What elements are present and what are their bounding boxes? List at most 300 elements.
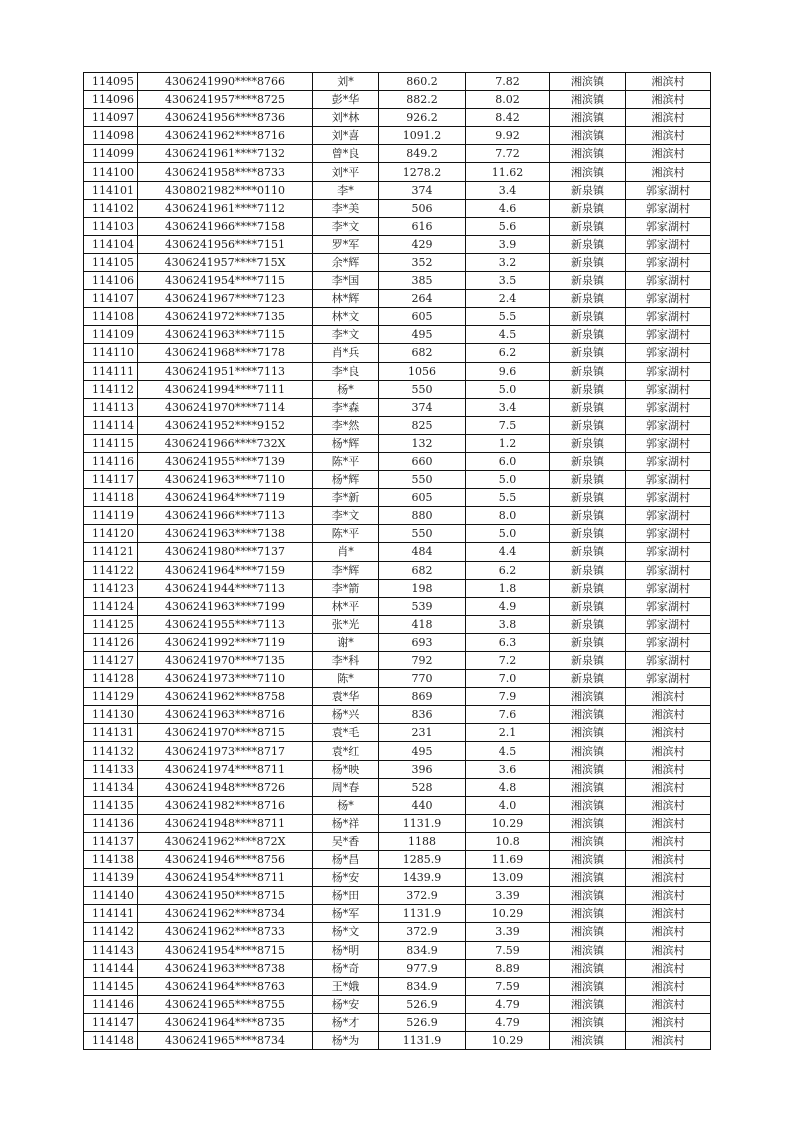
cell-village: 郭家湖村 [626,452,711,470]
cell-value: 8.0 [466,507,550,525]
cell-id-number: 4306241972****7135 [138,308,313,326]
cell-name: 刘*平 [313,163,379,181]
cell-value: 5.0 [466,471,550,489]
cell-town: 新泉镇 [550,452,626,470]
cell-village: 湘滨村 [626,959,711,977]
cell-value: 4.6 [466,199,550,217]
cell-name: 刘*林 [313,109,379,127]
cell-amount: 550 [379,525,466,543]
cell-name: 杨*祥 [313,814,379,832]
cell-village: 郭家湖村 [626,398,711,416]
cell-name: 李*然 [313,416,379,434]
cell-amount: 1056 [379,362,466,380]
cell-id-number: 4306241963****7110 [138,471,313,489]
table-row [84,579,711,597]
cell-value: 10.29 [466,905,550,923]
cell-amount: 1285.9 [379,851,466,869]
cell-id-number: 4306241955****7113 [138,615,313,633]
cell-value: 3.4 [466,181,550,199]
table-row [84,615,711,633]
table-row [84,217,711,235]
table-row [84,869,711,887]
cell-village: 湘滨村 [626,778,711,796]
table-row [84,1031,711,1049]
cell-id-number: 4306241970****7114 [138,398,313,416]
cell-row-id: 114128 [84,670,138,688]
cell-row-id: 114129 [84,688,138,706]
table-row [84,995,711,1013]
cell-amount: 616 [379,217,466,235]
cell-value: 5.5 [466,489,550,507]
cell-value: 3.2 [466,253,550,271]
cell-row-id: 114142 [84,923,138,941]
cell-name: 杨*奇 [313,959,379,977]
cell-name: 林*文 [313,308,379,326]
cell-row-id: 114117 [84,471,138,489]
cell-value: 5.0 [466,380,550,398]
cell-value: 7.2 [466,652,550,670]
cell-id-number: 4306241970****7135 [138,652,313,670]
cell-row-id: 114121 [84,543,138,561]
cell-town: 新泉镇 [550,615,626,633]
cell-town: 新泉镇 [550,272,626,290]
cell-amount: 860.2 [379,73,466,91]
cell-amount: 495 [379,326,466,344]
cell-town: 湘滨镇 [550,959,626,977]
cell-town: 湘滨镇 [550,814,626,832]
cell-id-number: 4306241970****8715 [138,724,313,742]
table-row [84,253,711,271]
cell-village: 湘滨村 [626,905,711,923]
data-table [83,72,711,1050]
cell-row-id: 114134 [84,778,138,796]
table-row [84,91,711,109]
cell-row-id: 114127 [84,652,138,670]
cell-village: 郭家湖村 [626,199,711,217]
cell-village: 郭家湖村 [626,489,711,507]
cell-amount: 495 [379,742,466,760]
cell-id-number: 4306241962****8716 [138,127,313,145]
cell-value: 4.79 [466,995,550,1013]
table-row [84,145,711,163]
cell-id-number: 4306241966****7158 [138,217,313,235]
table-row [84,471,711,489]
cell-amount: 374 [379,181,466,199]
cell-town: 湘滨镇 [550,742,626,760]
cell-town: 湘滨镇 [550,1013,626,1031]
cell-village: 郭家湖村 [626,181,711,199]
cell-value: 10.29 [466,1031,550,1049]
cell-name: 李*文 [313,217,379,235]
cell-amount: 550 [379,471,466,489]
cell-id-number: 4306241946****8756 [138,851,313,869]
cell-town: 湘滨镇 [550,163,626,181]
table-row [84,109,711,127]
cell-id-number: 4306241958****8733 [138,163,313,181]
cell-value: 1.8 [466,579,550,597]
cell-village: 郭家湖村 [626,380,711,398]
cell-value: 3.6 [466,760,550,778]
cell-village: 湘滨村 [626,1013,711,1031]
cell-amount: 1188 [379,832,466,850]
cell-value: 2.4 [466,290,550,308]
cell-value: 10.8 [466,832,550,850]
cell-id-number: 4306241964****8735 [138,1013,313,1031]
cell-id-number: 4306241962****8758 [138,688,313,706]
cell-row-id: 114138 [84,851,138,869]
cell-id-number: 4306241963****7138 [138,525,313,543]
cell-name: 曾*良 [313,145,379,163]
cell-id-number: 4306241961****7132 [138,145,313,163]
cell-name: 李*文 [313,507,379,525]
cell-row-id: 114104 [84,235,138,253]
cell-id-number: 4306241974****8711 [138,760,313,778]
cell-name: 肖*兵 [313,344,379,362]
cell-row-id: 114095 [84,73,138,91]
cell-amount: 418 [379,615,466,633]
cell-village: 湘滨村 [626,73,711,91]
cell-town: 湘滨镇 [550,91,626,109]
cell-value: 4.5 [466,326,550,344]
table-row [84,489,711,507]
cell-name: 李*森 [313,398,379,416]
table-row [84,959,711,977]
cell-town: 新泉镇 [550,525,626,543]
cell-village: 湘滨村 [626,91,711,109]
cell-amount: 825 [379,416,466,434]
cell-row-id: 114108 [84,308,138,326]
cell-name: 李*辉 [313,561,379,579]
cell-row-id: 114146 [84,995,138,1013]
cell-town: 新泉镇 [550,579,626,597]
cell-name: 杨*辉 [313,434,379,452]
cell-value: 6.2 [466,344,550,362]
table-row [84,905,711,923]
table-row [84,760,711,778]
cell-village: 湘滨村 [626,145,711,163]
cell-town: 新泉镇 [550,181,626,199]
cell-value: 5.0 [466,525,550,543]
cell-name: 杨*安 [313,995,379,1013]
cell-id-number: 4306241956****8736 [138,109,313,127]
cell-value: 3.39 [466,887,550,905]
table-row [84,416,711,434]
cell-id-number: 4306241952****9152 [138,416,313,434]
cell-id-number: 4306241957****715X [138,253,313,271]
cell-village: 湘滨村 [626,832,711,850]
cell-village: 湘滨村 [626,851,711,869]
cell-amount: 693 [379,633,466,651]
cell-value: 3.4 [466,398,550,416]
cell-amount: 660 [379,452,466,470]
cell-town: 湘滨镇 [550,127,626,145]
cell-amount: 605 [379,489,466,507]
cell-row-id: 114096 [84,91,138,109]
cell-village: 湘滨村 [626,688,711,706]
cell-row-id: 114148 [84,1031,138,1049]
cell-value: 11.69 [466,851,550,869]
cell-value: 8.02 [466,91,550,109]
cell-amount: 926.2 [379,109,466,127]
cell-value: 9.6 [466,362,550,380]
cell-town: 湘滨镇 [550,832,626,850]
cell-village: 郭家湖村 [626,344,711,362]
cell-name: 陈* [313,670,379,688]
cell-amount: 792 [379,652,466,670]
cell-amount: 682 [379,561,466,579]
cell-id-number: 4306241944****7113 [138,579,313,597]
cell-village: 郭家湖村 [626,615,711,633]
cell-amount: 605 [379,308,466,326]
cell-town: 湘滨镇 [550,706,626,724]
cell-id-number: 4308021982****0110 [138,181,313,199]
cell-name: 袁*华 [313,688,379,706]
table-row [84,344,711,362]
cell-amount: 1439.9 [379,869,466,887]
cell-amount: 869 [379,688,466,706]
cell-village: 郭家湖村 [626,543,711,561]
table-row [84,597,711,615]
table-row [84,181,711,199]
cell-row-id: 114141 [84,905,138,923]
cell-row-id: 114139 [84,869,138,887]
table-row [84,507,711,525]
cell-row-id: 114105 [84,253,138,271]
cell-name: 杨*映 [313,760,379,778]
cell-name: 陈*平 [313,452,379,470]
cell-town: 新泉镇 [550,199,626,217]
cell-value: 7.59 [466,977,550,995]
cell-village: 郭家湖村 [626,670,711,688]
cell-village: 郭家湖村 [626,290,711,308]
cell-village: 郭家湖村 [626,217,711,235]
cell-row-id: 114111 [84,362,138,380]
cell-town: 湘滨镇 [550,869,626,887]
cell-id-number: 4306241954****7115 [138,272,313,290]
cell-id-number: 4306241965****8755 [138,995,313,1013]
table-row [84,652,711,670]
cell-name: 吴*香 [313,832,379,850]
cell-town: 新泉镇 [550,290,626,308]
cell-town: 湘滨镇 [550,145,626,163]
cell-id-number: 4306241982****8716 [138,796,313,814]
cell-town: 新泉镇 [550,489,626,507]
cell-value: 1.2 [466,434,550,452]
cell-amount: 882.2 [379,91,466,109]
cell-town: 新泉镇 [550,652,626,670]
cell-id-number: 4306241992****7119 [138,633,313,651]
cell-name: 杨*昌 [313,851,379,869]
cell-village: 郭家湖村 [626,561,711,579]
cell-village: 湘滨村 [626,724,711,742]
table-row [84,290,711,308]
table-row [84,1013,711,1031]
cell-amount: 484 [379,543,466,561]
cell-value: 4.8 [466,778,550,796]
cell-row-id: 114136 [84,814,138,832]
cell-town: 湘滨镇 [550,923,626,941]
cell-name: 李*国 [313,272,379,290]
cell-value: 8.42 [466,109,550,127]
table-row [84,163,711,181]
cell-town: 新泉镇 [550,235,626,253]
cell-id-number: 4306241954****8711 [138,869,313,887]
cell-amount: 1131.9 [379,814,466,832]
cell-amount: 528 [379,778,466,796]
cell-id-number: 4306241966****7113 [138,507,313,525]
table-row [84,362,711,380]
cell-value: 4.5 [466,742,550,760]
cell-id-number: 4306241948****8711 [138,814,313,832]
cell-name: 王*娥 [313,977,379,995]
cell-village: 郭家湖村 [626,507,711,525]
cell-amount: 372.9 [379,887,466,905]
cell-town: 湘滨镇 [550,887,626,905]
cell-amount: 1131.9 [379,905,466,923]
cell-town: 新泉镇 [550,670,626,688]
cell-name: 李*美 [313,199,379,217]
cell-row-id: 114144 [84,959,138,977]
cell-row-id: 114123 [84,579,138,597]
table-row [84,272,711,290]
cell-village: 郭家湖村 [626,235,711,253]
cell-amount: 770 [379,670,466,688]
cell-row-id: 114120 [84,525,138,543]
cell-village: 湘滨村 [626,760,711,778]
table-row [84,561,711,579]
cell-row-id: 114097 [84,109,138,127]
cell-name: 李*箭 [313,579,379,597]
cell-town: 湘滨镇 [550,941,626,959]
cell-value: 2.1 [466,724,550,742]
cell-row-id: 114119 [84,507,138,525]
cell-town: 新泉镇 [550,471,626,489]
cell-name: 肖* [313,543,379,561]
cell-village: 湘滨村 [626,869,711,887]
cell-name: 杨*安 [313,869,379,887]
cell-value: 7.59 [466,941,550,959]
table-row [84,851,711,869]
cell-row-id: 114102 [84,199,138,217]
cell-town: 新泉镇 [550,416,626,434]
cell-amount: 539 [379,597,466,615]
cell-row-id: 114118 [84,489,138,507]
cell-town: 湘滨镇 [550,109,626,127]
table-row [84,832,711,850]
cell-town: 新泉镇 [550,543,626,561]
cell-town: 新泉镇 [550,217,626,235]
cell-name: 杨*为 [313,1031,379,1049]
cell-row-id: 114122 [84,561,138,579]
cell-id-number: 4306241964****7119 [138,489,313,507]
cell-value: 6.3 [466,633,550,651]
cell-name: 杨*辉 [313,471,379,489]
cell-amount: 1131.9 [379,1031,466,1049]
cell-id-number: 4306241990****8766 [138,73,313,91]
cell-value: 3.39 [466,923,550,941]
cell-name: 杨*田 [313,887,379,905]
cell-id-number: 4306241964****8763 [138,977,313,995]
cell-amount: 834.9 [379,941,466,959]
table-row [84,670,711,688]
cell-id-number: 4306241948****8726 [138,778,313,796]
cell-amount: 429 [379,235,466,253]
cell-name: 谢* [313,633,379,651]
cell-amount: 682 [379,344,466,362]
cell-town: 新泉镇 [550,344,626,362]
cell-village: 郭家湖村 [626,308,711,326]
cell-value: 13.09 [466,869,550,887]
cell-value: 10.29 [466,814,550,832]
cell-town: 新泉镇 [550,398,626,416]
cell-id-number: 4306241963****8738 [138,959,313,977]
cell-value: 3.9 [466,235,550,253]
cell-name: 袁*红 [313,742,379,760]
cell-id-number: 4306241967****7123 [138,290,313,308]
table-row [84,778,711,796]
cell-amount: 440 [379,796,466,814]
cell-value: 7.82 [466,73,550,91]
cell-town: 新泉镇 [550,434,626,452]
table-row [84,742,711,760]
cell-amount: 1091.2 [379,127,466,145]
cell-village: 湘滨村 [626,941,711,959]
cell-town: 湘滨镇 [550,851,626,869]
cell-name: 杨*文 [313,923,379,941]
cell-village: 郭家湖村 [626,633,711,651]
cell-village: 郭家湖村 [626,471,711,489]
cell-row-id: 114147 [84,1013,138,1031]
cell-name: 彭*华 [313,91,379,109]
cell-village: 湘滨村 [626,814,711,832]
cell-name: 陈*平 [313,525,379,543]
table-row [84,398,711,416]
cell-village: 郭家湖村 [626,597,711,615]
cell-value: 11.62 [466,163,550,181]
cell-id-number: 4306241963****7199 [138,597,313,615]
cell-name: 张*光 [313,615,379,633]
cell-amount: 526.9 [379,995,466,1013]
cell-row-id: 114130 [84,706,138,724]
cell-name: 李*文 [313,326,379,344]
cell-value: 5.6 [466,217,550,235]
cell-village: 湘滨村 [626,977,711,995]
cell-amount: 132 [379,434,466,452]
cell-value: 3.5 [466,272,550,290]
cell-row-id: 114132 [84,742,138,760]
cell-row-id: 114137 [84,832,138,850]
cell-town: 湘滨镇 [550,1031,626,1049]
table-body [84,73,711,1050]
cell-amount: 198 [379,579,466,597]
cell-value: 4.79 [466,1013,550,1031]
cell-village: 湘滨村 [626,706,711,724]
cell-id-number: 4306241955****7139 [138,452,313,470]
cell-name: 杨*兴 [313,706,379,724]
cell-amount: 880 [379,507,466,525]
table-row [84,814,711,832]
cell-village: 郭家湖村 [626,326,711,344]
cell-row-id: 114126 [84,633,138,651]
cell-id-number: 4306241964****7159 [138,561,313,579]
cell-town: 湘滨镇 [550,796,626,814]
table-row [84,73,711,91]
table-row [84,434,711,452]
cell-amount: 352 [379,253,466,271]
cell-town: 湘滨镇 [550,73,626,91]
cell-amount: 374 [379,398,466,416]
cell-row-id: 114109 [84,326,138,344]
